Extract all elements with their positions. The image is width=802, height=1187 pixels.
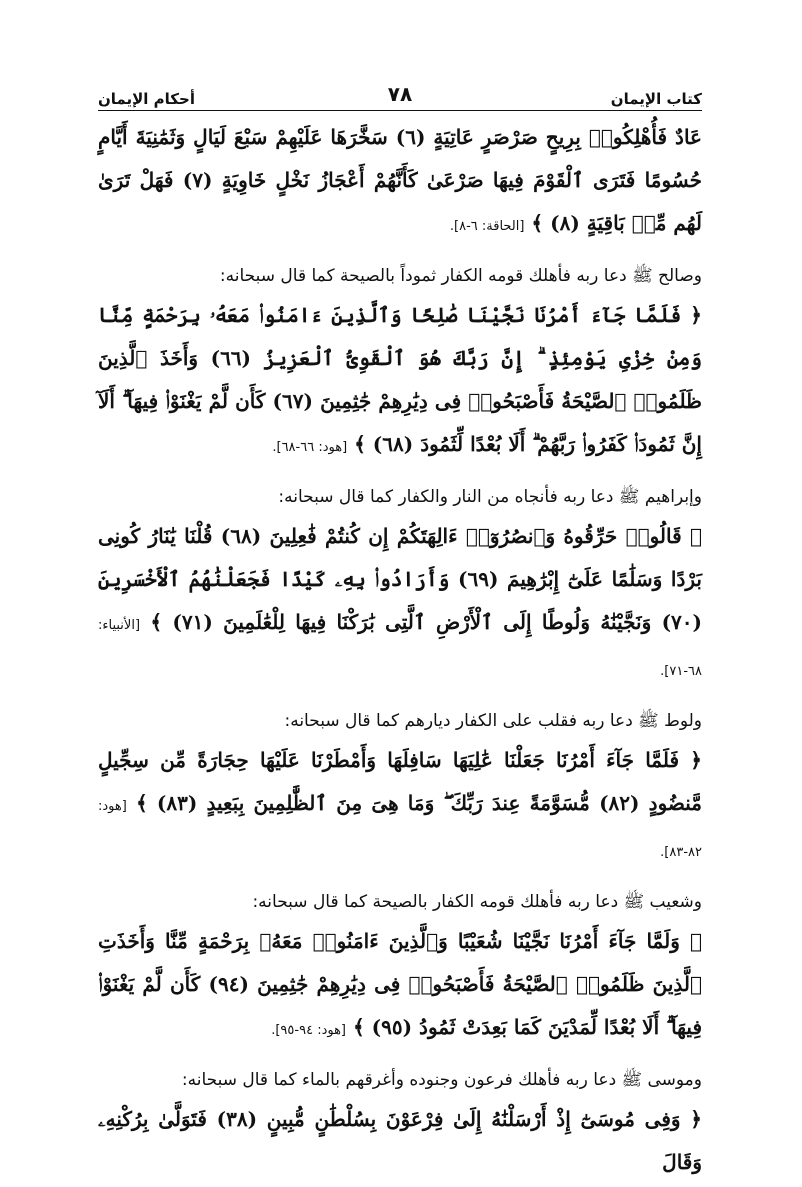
paragraph: ولوط ﷺ دعا ربه فقلب على الكفار ديارهم كما قال سبحانه: bbox=[284, 711, 702, 731]
paragraph: وموسى ﷺ دعا ربه فأهلك فرعون وجنوده وأغرقهم بالماء كما قال سبحانه: bbox=[181, 1070, 702, 1090]
quran-passage: ﴿ وَلَمَّا جَآءَ أَمْرُنَا نَجَّيْنَا شُعَيْبًا وَٱلَّذِينَ ءَامَنُوا۟ مَعَهُۥ بِرَحْمَةٍ مِّنَّا وَأَخَذَتِ ٱلَّذِينَ ظَلَمُوا۟ ٱلصَّيْحَةُ فَأَصْبَحُوا۟ فِى دِيَٰرِهِمْ جَٰثِمِينَ (٩٤) كَأَن لَّمْ يَغْنَوْا۟ فِيهَآ ۗ أَلَا بُعْدًا لِّمَدْيَنَ كَمَا بَعِدَتْ ثَمُودُ (٩٥) ﴾ [هود: ٩٤-٩٥]. bbox=[98, 929, 702, 1039]
verse-reference: [هود: ٨٢-٨٣]. bbox=[98, 799, 702, 860]
paragraph: وإبراهيم ﷺ دعا ربه فأنجاه من النار والكفار كما قال سبحانه: bbox=[278, 487, 702, 507]
quran-passage: ﴿ وَفِى مُوسَىٰٓ إِذْ أَرْسَلْنَٰهُ إِلَىٰ فِرْعَوْنَ بِسُلْطَٰنٍ مُّبِينٍ (٣٨) فَتَوَلَّىٰ بِرُكْنِهِۦ وَقَالَ bbox=[98, 1107, 703, 1174]
verse-reference: [هود: ٦٦-٦٨]. bbox=[272, 440, 348, 455]
verse-reference: [الأنبياء: ٦٨-٧١]. bbox=[98, 618, 702, 679]
header-divider bbox=[98, 110, 702, 111]
verse-reference: [هود: ٩٤-٩٥]. bbox=[271, 1023, 347, 1038]
book-title: أحكام الإيمان bbox=[98, 90, 195, 108]
quran-passage: ﴿ فَلَمَّا جَآءَ أَمْرُنَا جَعَلْنَا عَٰلِيَهَا سَافِلَهَا وَأَمْطَرْنَا عَلَيْهَا حِجَارَةً مِّن سِجِّيلٍ مَّنضُودٍ (٨٢) مُّسَوَّمَةً عِندَ رَبِّكَ ۖ وَمَا هِىَ مِنَ ٱلظَّٰلِمِينَ بِبَعِيدٍ (٨٣) ﴾ [هود: ٨٢-٨٣]. bbox=[98, 748, 703, 860]
verse-reference: [الحاقة: ٦-٨]. bbox=[449, 219, 525, 234]
page-header bbox=[98, 78, 702, 108]
quran-passage: ﴿ قَالُوا۟ حَرِّقُوهُ وَٱنصُرُوٓا۟ ءَالِهَتَكُمْ إِن كُنتُمْ فَٰعِلِينَ (٦٨) قُلْنَا يَٰنَارُ كُونِى بَرْدًا وَسَلَٰمًا عَلَىٰٓ إِبْرَٰهِيمَ (٦٩) وَأَرَادُوا۟ بِهِۦ كَيْدًا فَجَعَلْنَٰهُمُ ٱلْأَخْسَرِينَ (٧٠) وَنَجَّيْنَٰهُ وَلُوطًا إِلَى ٱلْأَرْضِ ٱلَّتِى بَٰرَكْنَا فِيهَا لِلْعَٰلَمِينَ (٧١) ﴾ [الأنبياء: ٦٨-٧١]. bbox=[98, 524, 702, 679]
page-body bbox=[98, 120, 702, 1187]
quran-passage: عَادٌ فَأُهْلِكُوا۟ بِرِيحٍ صَرْصَرٍ عَاتِيَةٍ (٦) سَخَّرَهَا عَلَيْهِمْ سَبْعَ لَيَالٍ وَثَمَٰنِيَةَ أَيَّامٍ حُسُومًا فَتَرَى ٱلْقَوْمَ فِيهَا صَرْعَىٰ كَأَنَّهُمْ أَعْجَازُ نَخْلٍ خَاوِيَةٍ (٧) فَهَلْ تَرَىٰ لَهُم مِّنۢ بَاقِيَةٍ (٨) ﴾ [الحاقة: ٦-٨]. bbox=[98, 125, 702, 235]
paragraph: وشعيب ﷺ دعا ربه فأهلك قومه الكفار بالصيحة كما قال سبحانه: bbox=[252, 892, 702, 912]
quran-passage: ﴿ فَلَمَّا جَآءَ أَمْرُنَا نَجَّيْنَا صَٰلِحًا وَٱلَّذِينَ ءَامَنُوا۟ مَعَهُۥ بِرَحْمَةٍ مِّنَّا وَمِنْ خِزْىِ يَوْمِئِذٍ ۗ إِنَّ رَبَّكَ هُوَ ٱلْقَوِىُّ ٱلْعَزِيزُ (٦٦) وَأَخَذَ ٱلَّذِينَ ظَلَمُوا۟ ٱلصَّيْحَةُ فَأَصْبَحُوا۟ فِى دِيَٰرِهِمْ جَٰثِمِينَ (٦٧) كَأَن لَّمْ يَغْنَوْا۟ فِيهَآ ۗ أَلَآ إِنَّ ثَمُودَا۟ كَفَرُوا۟ رَبَّهُمْ ۗ أَلَا بُعْدًا لِّثَمُودَ (٦٨) ﴾ [هود: ٦٦-٦٨]. bbox=[98, 303, 702, 456]
paragraph: وصالح ﷺ دعا ربه فأهلك قومه الكفار ثموداً بالصيحة كما قال سبحانه: bbox=[219, 266, 702, 286]
page-number: ٧٨ bbox=[387, 82, 413, 106]
chapter-title: كتاب الإيمان bbox=[610, 90, 702, 108]
